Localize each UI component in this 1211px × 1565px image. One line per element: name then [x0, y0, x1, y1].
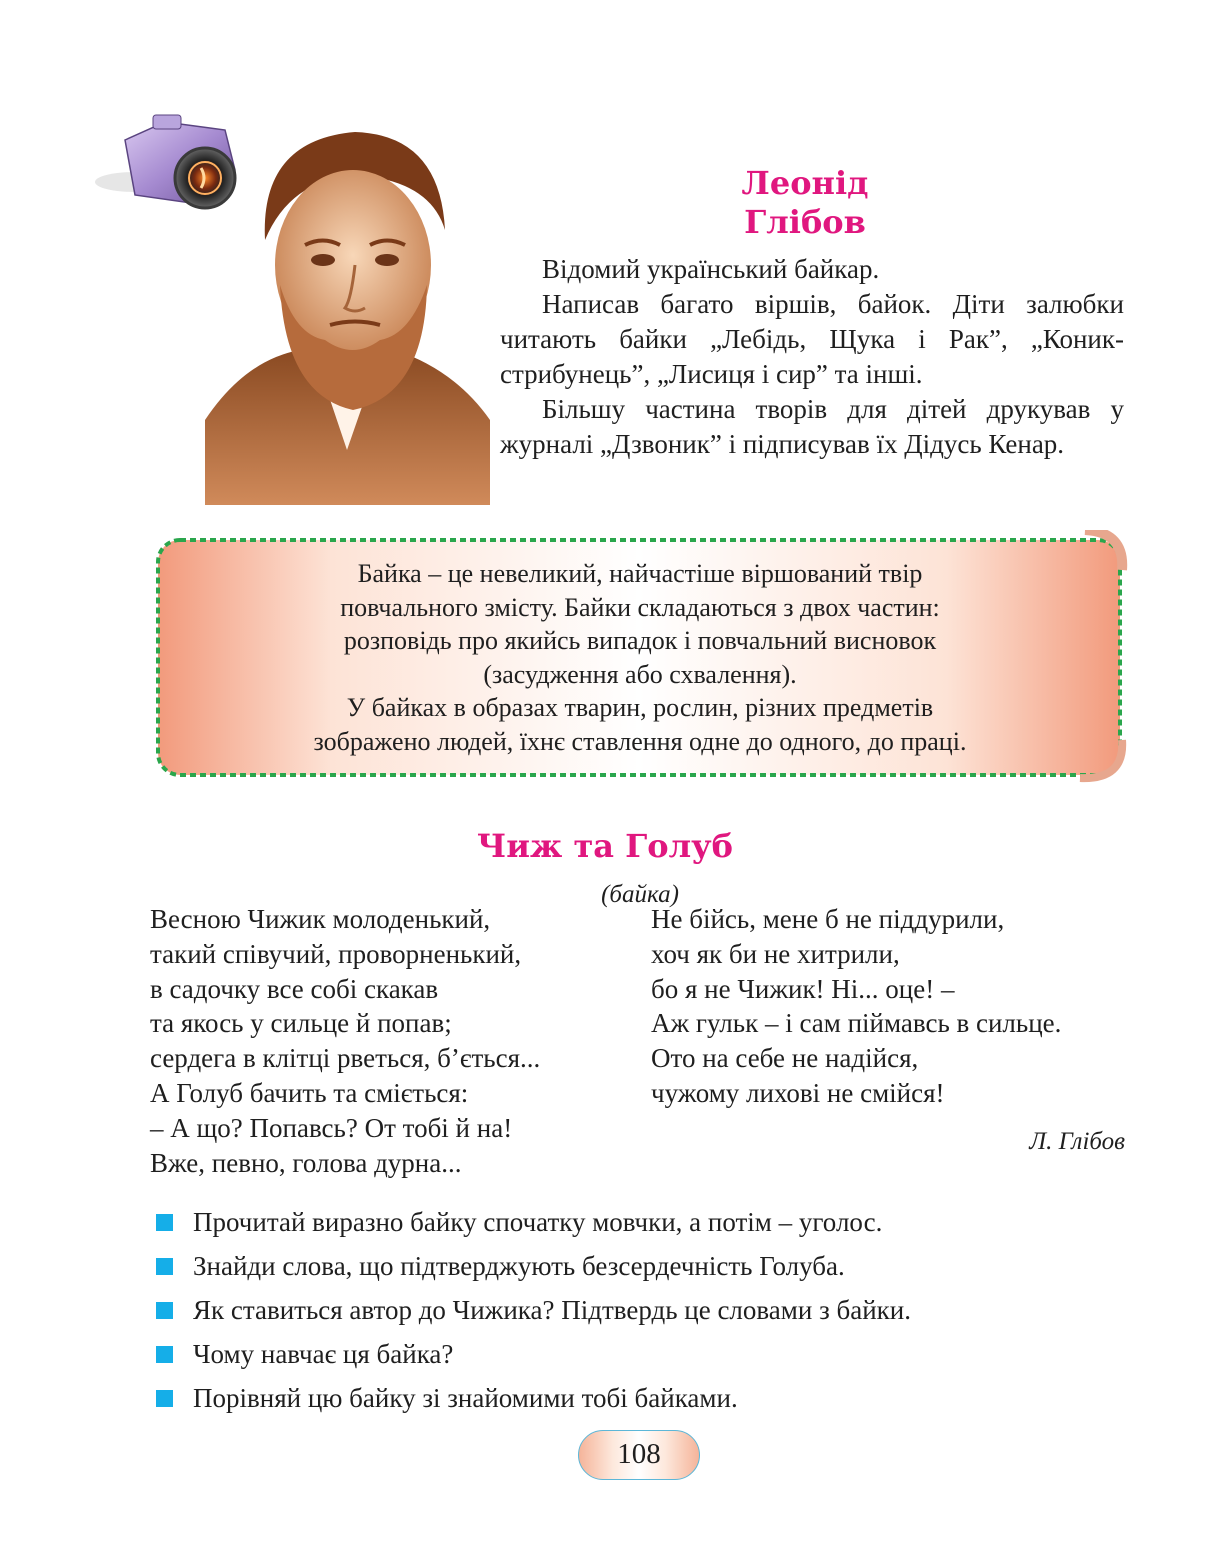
poem-line: А Голуб бачить та сміється:: [150, 1077, 469, 1108]
square-bullet-icon: [156, 1214, 173, 1231]
author-portrait: [205, 120, 490, 505]
author-bio: [500, 252, 1124, 462]
bio-paragraph: Більшу частина творів для дітей друкував у журналі „Дзвоник” і підписував їх Дідусь Кенар.: [500, 394, 1124, 459]
poem-line: сердега в клітці рветься, б’ється...: [150, 1043, 541, 1074]
question-text: Порівняй цю байку зі знайомими тобі байками.: [193, 1383, 738, 1413]
definition-line: розповідь про якийсь випадок і повчальний висновок: [343, 626, 937, 655]
question-item: [150, 1332, 1150, 1376]
definition-line: повчального змісту. Байки складаються з двох частин:: [340, 592, 940, 622]
square-bullet-icon: [156, 1390, 173, 1407]
poem-right-column: [651, 902, 1131, 1111]
question-item: [150, 1376, 1150, 1420]
question-text: Чому навчає ця байка?: [193, 1339, 454, 1369]
poem-line: чужому лихові не смійся!: [651, 1077, 945, 1108]
question-item: [150, 1244, 1150, 1288]
bio-paragraph: Відомий український байкар.: [542, 254, 880, 284]
poem-line: та якось у сильце й попав;: [150, 1008, 452, 1039]
question-item: [150, 1200, 1150, 1244]
author-first-name: Леонід: [741, 164, 869, 202]
definition-line: У байках в образах тварин, рослин, різних предметів: [346, 693, 934, 722]
definition-line: (засудження або схвалення).: [483, 659, 797, 689]
question-text: Знайди слова, що підтверджують безсердечність Голуба.: [193, 1251, 845, 1281]
square-bullet-icon: [156, 1346, 173, 1363]
square-bullet-icon: [156, 1302, 173, 1319]
poem-line: – А що? Попавсь? От тобі й на!: [150, 1112, 513, 1143]
page-number: 108: [578, 1430, 700, 1480]
poem-line: Ото на себе не надійся,: [651, 1043, 919, 1074]
fable-title: Чиж та Голуб: [477, 827, 733, 865]
bio-paragraph: Написав багато віршів, байок. Діти залюбки читають байки „Лебідь, Щука і Рак”, „Коник-стрибунець”, „Лисиця і сир” та інші.: [500, 289, 1124, 389]
poem-line: бо я не Чижик! Ні... оце! –: [651, 973, 955, 1004]
question-text: Прочитай виразно байку спочатку мовчки, а потім – уголос.: [193, 1207, 883, 1237]
question-item: [150, 1288, 1150, 1332]
fable-signature: Л. Глібов: [1029, 1128, 1125, 1155]
definition-line: Байка – це невеликий, найчастіше віршований твір: [357, 559, 923, 588]
poem-line: Аж гульк – і сам піймавсь в сильце.: [651, 1008, 1062, 1039]
poem-line: хоч як би не хитрили,: [651, 938, 900, 969]
definition-text: [200, 557, 1080, 758]
poem-line: Весною Чижик молоденький,: [150, 904, 491, 934]
poem-line: в садочку все собі скакав: [150, 973, 439, 1004]
poem-line: такий співучий, проворненький,: [150, 938, 522, 969]
poem-line: Вже, певно, голова дурна...: [150, 1147, 462, 1178]
definition-line: зображено людей, їхнє ставлення одне до одного, до праці.: [313, 726, 967, 756]
square-bullet-icon: [156, 1258, 173, 1275]
author-last-name: Глібов: [744, 203, 866, 241]
fable-genre: (байка): [601, 881, 679, 908]
poem-left-column: [150, 902, 610, 1180]
questions-list: [150, 1200, 1150, 1420]
poem-line: Не бійсь, мене б не піддурили,: [651, 904, 1005, 934]
question-text: Як ставиться автор до Чижика? Підтвердь це словами з байки.: [193, 1295, 911, 1325]
